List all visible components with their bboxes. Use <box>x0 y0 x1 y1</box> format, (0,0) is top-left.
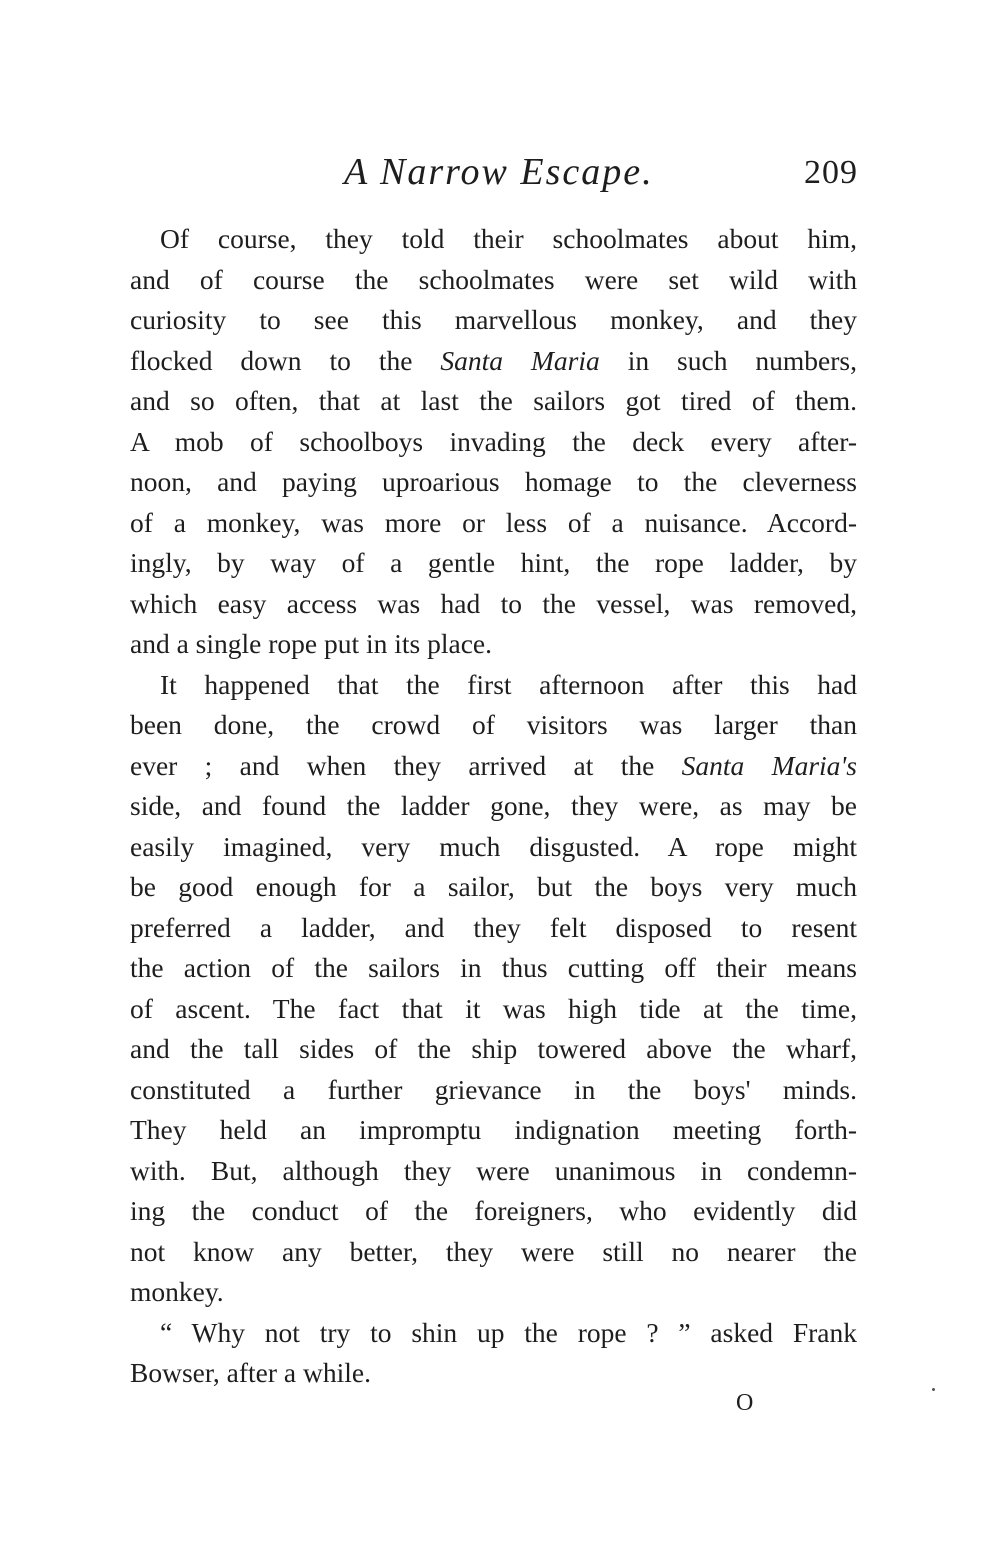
text-line: and the tall sides of the ship towered above the wharf, <box>130 1033 857 1064</box>
text-line: monkey. <box>130 1276 224 1307</box>
text-line: Of course, they told their schoolmates about him, <box>160 223 857 254</box>
text-line: and a single rope put in its place. <box>130 628 492 659</box>
running-title: A Narrow Escape. <box>344 151 654 193</box>
text-line: noon, and paying uproarious homage to the cleverness <box>130 466 857 497</box>
text-line: ing the conduct of the foreigners, who evidently did <box>130 1195 857 1226</box>
text-line: of a monkey, was more or less of a nuisance. Accord- <box>130 506 857 538</box>
signature-mark: O <box>736 1390 754 1416</box>
text-line: preferred a ladder, and they felt disposed to resent <box>130 911 857 943</box>
text-line: constituted a further grievance in the boys' minds. <box>130 1073 857 1105</box>
text-line: A mob of schoolboys invading the deck every after- <box>130 425 857 457</box>
text-line: not know any better, they were still no nearer the <box>130 1235 857 1267</box>
text-line: and so often, that at last the sailors got tired of them. <box>130 385 857 416</box>
text-line: side, and found the ladder gone, they were, as may be <box>130 790 857 821</box>
text-line: which easy access was had to the vessel, was removed, <box>130 587 857 619</box>
text-line: flocked down to the Santa Maria in such numbers, <box>130 344 857 376</box>
text-line: “ Why not try to shin up the rope ? ” asked Frank <box>160 1316 857 1348</box>
text-line: easily imagined, very much disgusted. A rope might <box>130 830 857 862</box>
text-line: be good enough for a sailor, but the boys very much <box>130 871 857 902</box>
body-text <box>130 219 857 1394</box>
text-line: with. But, although they were unanimous in condemn- <box>130 1154 857 1186</box>
text-line: curiosity to see this marvellous monkey, and they <box>130 304 857 335</box>
text-line: It happened that the first afternoon after this had <box>160 668 857 700</box>
text-line: the action of the sailors in thus cutting off their means <box>130 952 857 983</box>
page-number: 209 <box>804 154 858 191</box>
text-line: They held an impromptu indignation meeting forth- <box>130 1114 857 1145</box>
text-line: ingly, by way of a gentle hint, the rope ladder, by <box>130 547 857 578</box>
text-line: and of course the schoolmates were set wild with <box>130 263 857 295</box>
running-header <box>130 150 860 200</box>
ink-speck <box>932 1388 935 1391</box>
text-line: of ascent. The fact that it was high tide at the time, <box>130 992 857 1024</box>
text-line: Bowser, after a while. <box>130 1357 371 1388</box>
text-line: been done, the crowd of visitors was larger than <box>130 709 857 740</box>
text-line: ever ; and when they arrived at the Santa Maria's <box>130 749 857 781</box>
